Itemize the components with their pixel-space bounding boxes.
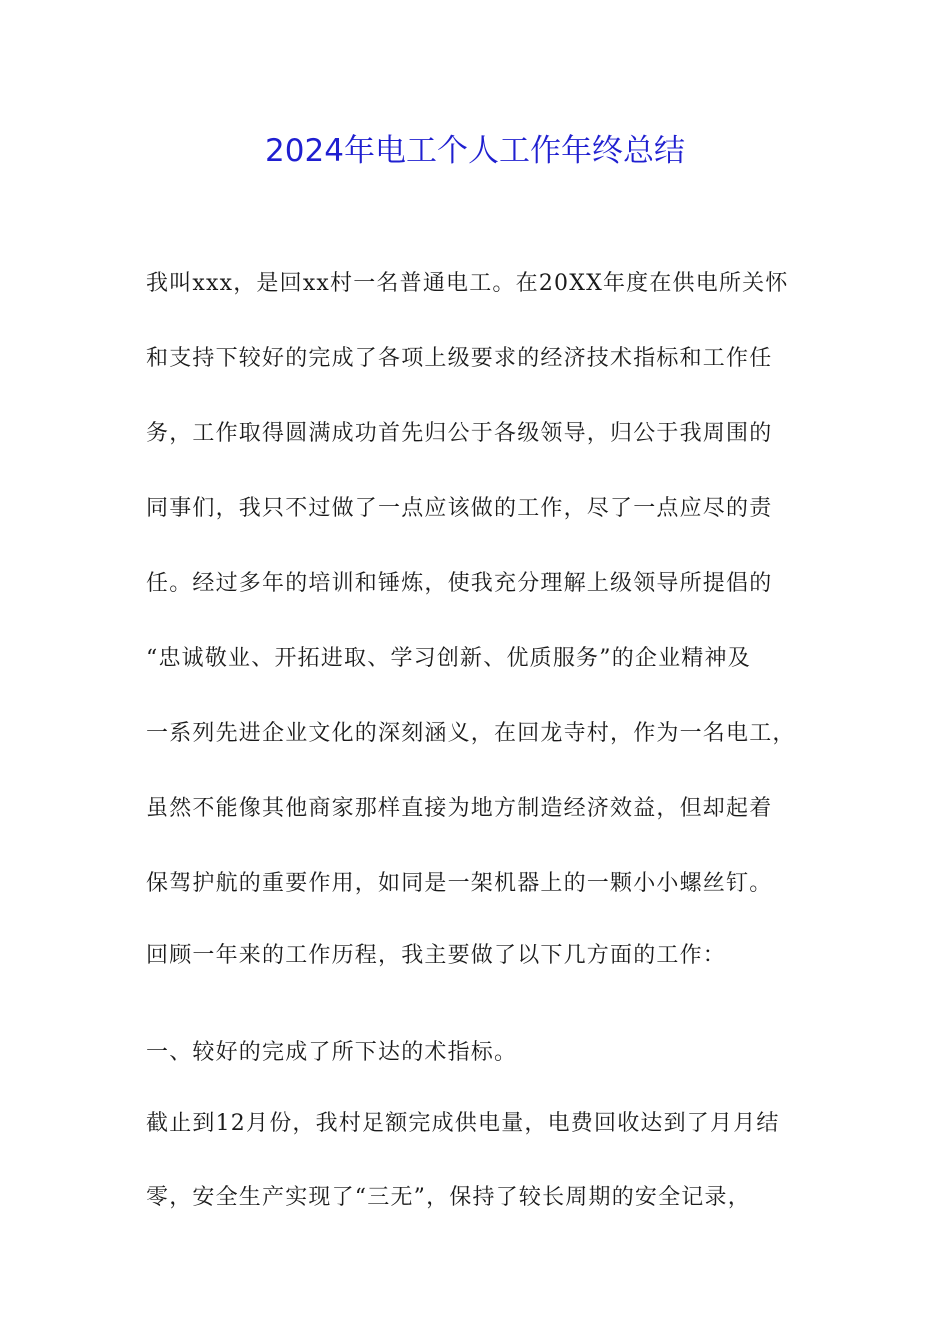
section-heading: 一、较好的完成了所下达的术指标。 <box>146 1040 518 1065</box>
paragraph-line: 一系列先进企业文化的深刻涵义，在回龙寺村，作为一名电工， <box>146 721 796 746</box>
paragraph-line: 回顾一年来的工作历程，我主要做了以下几方面的工作： <box>146 943 727 968</box>
paragraph-line: 务，工作取得圆满成功首先归公于各级领导，归公于我周围的 <box>146 421 773 446</box>
paragraph-line: 我叫xxx，是回xx村一名普通电工。在20XX年度在供电所关怀 <box>146 271 789 296</box>
paragraph-line: 和支持下较好的完成了各项上级要求的经济技术指标和工作任 <box>146 346 773 371</box>
paragraph-line: “忠诚敬业、开拓进取、学习创新、优质服务”的企业精神及 <box>146 646 751 671</box>
document-title: 2024年电工个人工作年终总结 <box>265 133 685 169</box>
paragraph-line: 虽然不能像其他商家那样直接为地方制造经济效益，但却起着 <box>146 796 773 821</box>
paragraph-line: 截止到12月份，我村足额完成供电量，电费回收达到了月月结 <box>146 1111 780 1136</box>
paragraph-line: 任。经过多年的培训和锤炼，使我充分理解上级领导所提倡的 <box>146 571 773 596</box>
paragraph-line: 同事们，我只不过做了一点应该做的工作，尽了一点应尽的责 <box>146 496 773 521</box>
paragraph-line: 保驾护航的重要作用，如同是一架机器上的一颗小小螺丝钉。 <box>146 871 773 896</box>
paragraph-line: 零，安全生产实现了“三无”，保持了较长周期的安全记录， <box>146 1185 751 1210</box>
